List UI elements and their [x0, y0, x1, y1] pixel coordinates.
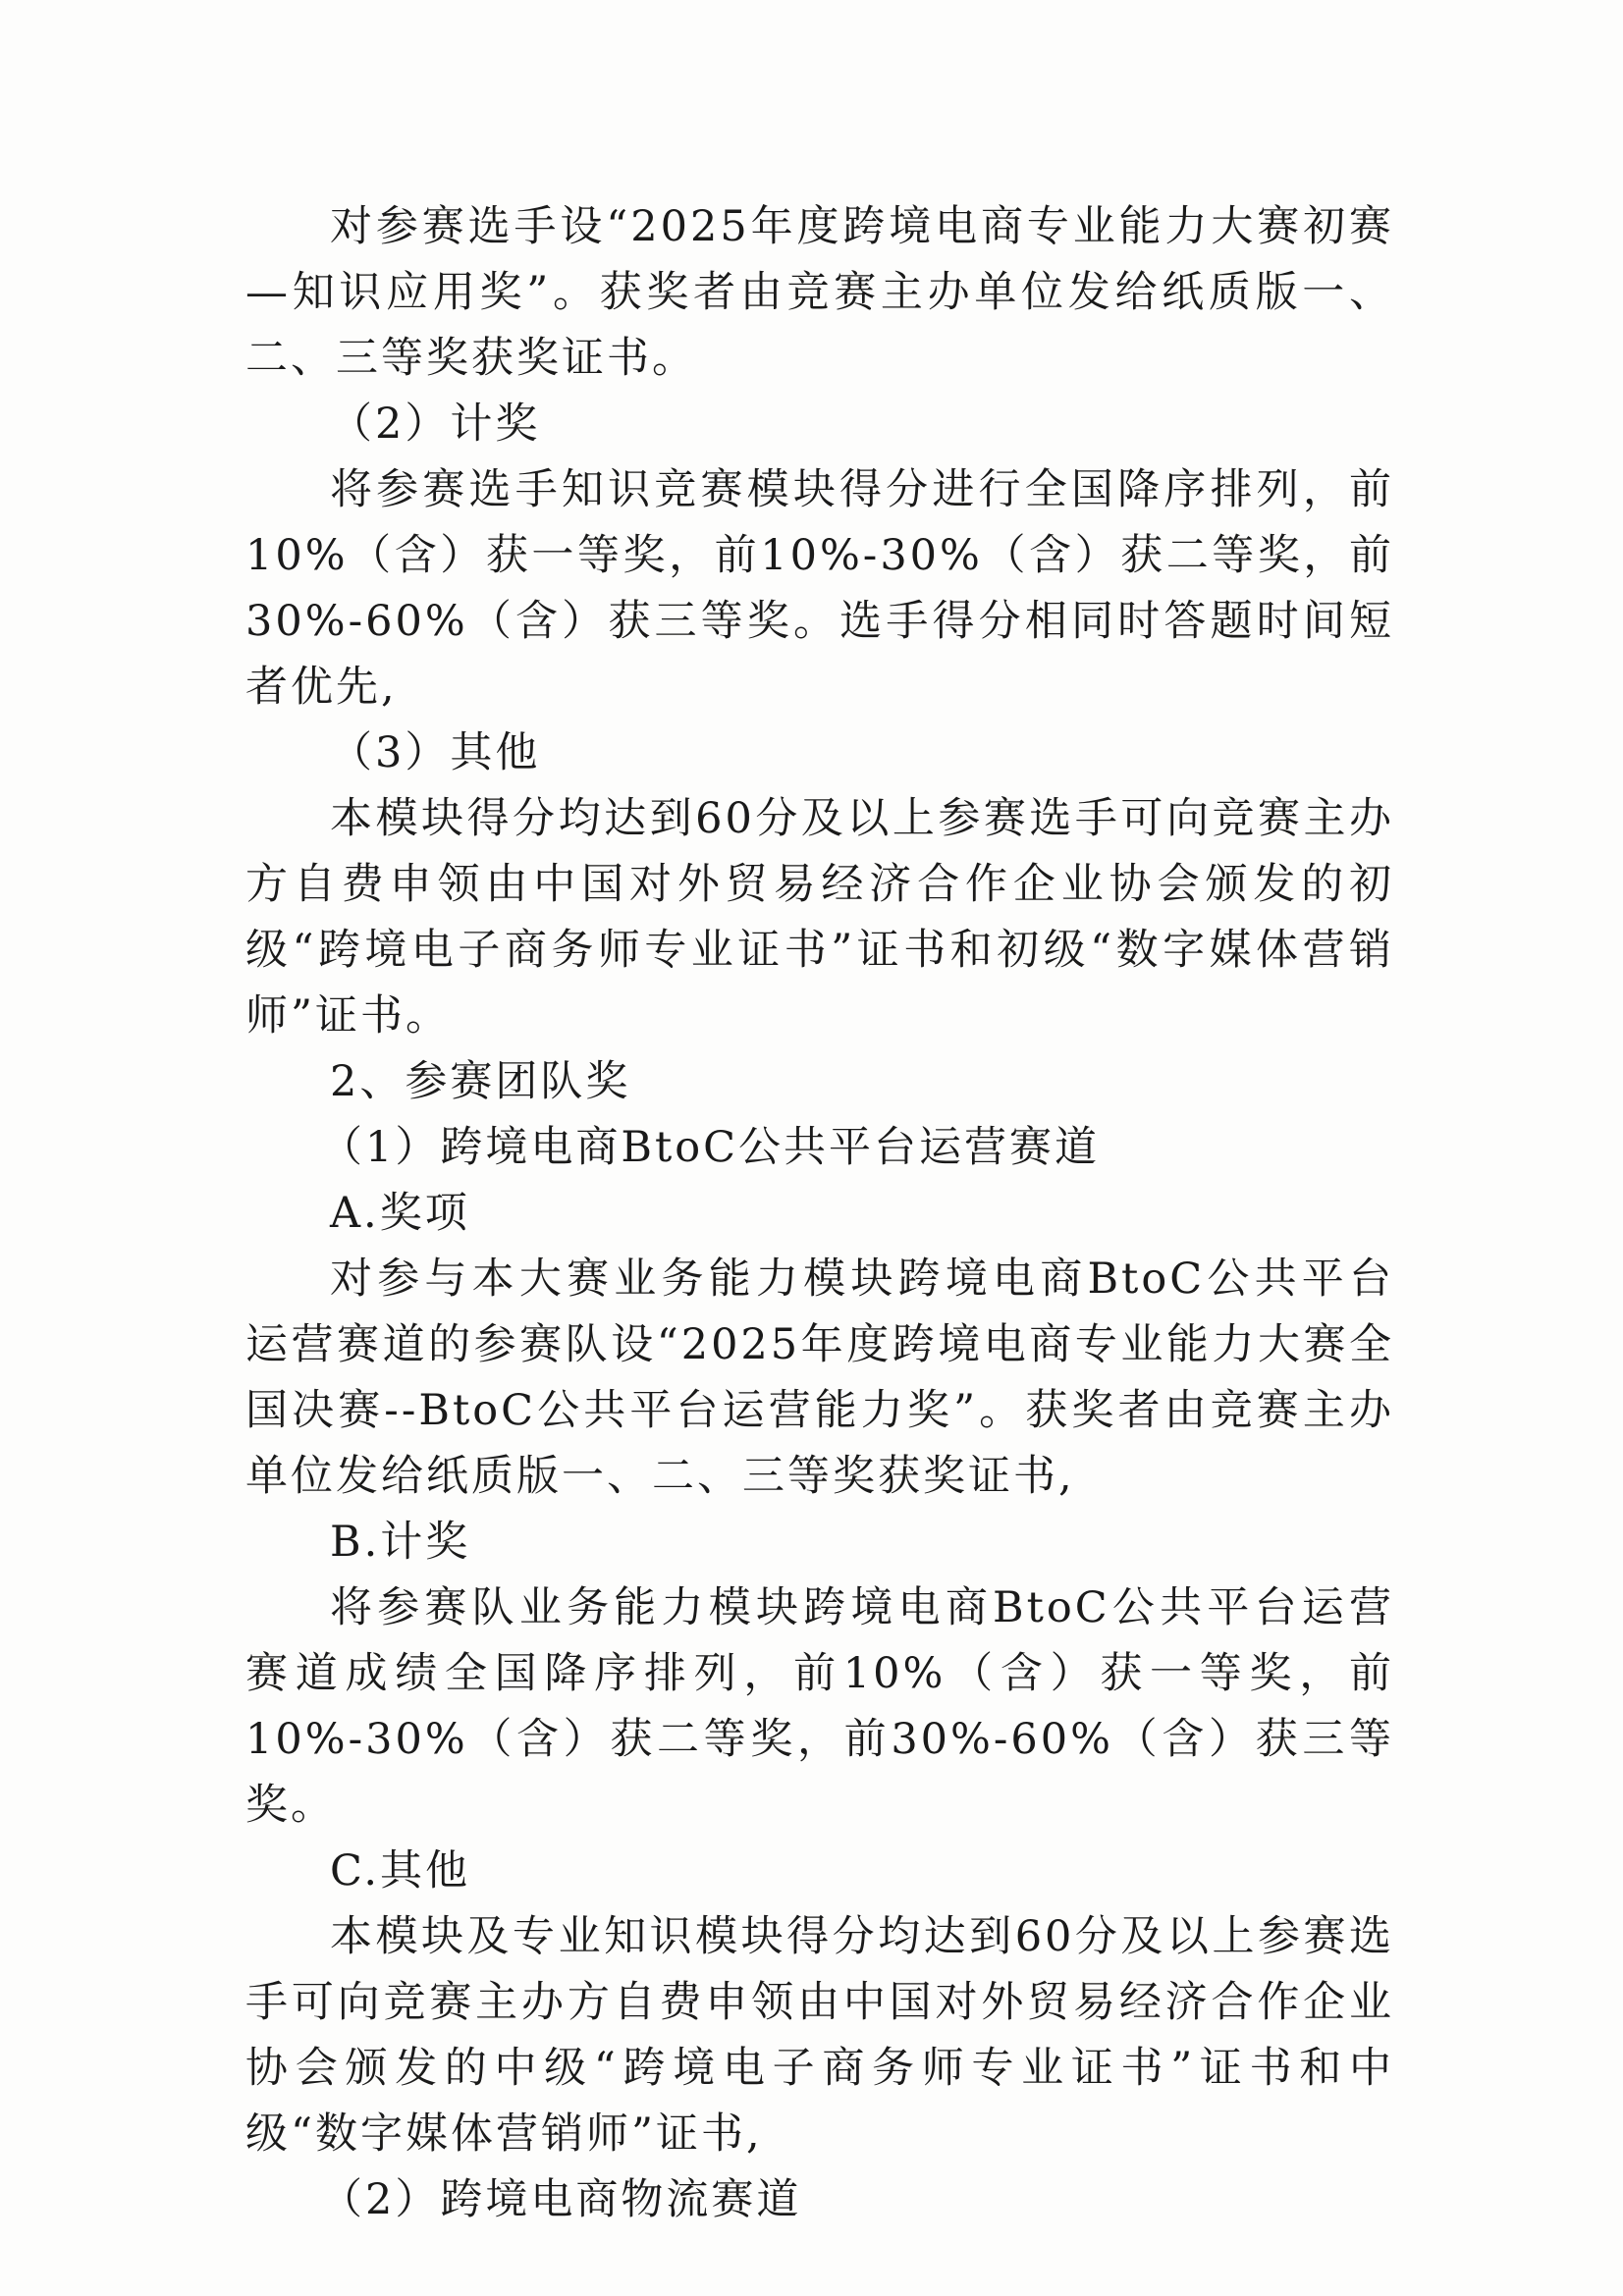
- paragraph-intermediate-certificate: 本模块及专业知识模块得分均达到60分及以上参赛选手可向竞赛主办方自费申领由中国对外贸易经济合作企业协会颁发的中级“跨境电子商务师专业证书”证书和中级“数字媒体营销师”证书,: [245, 1912, 1394, 2159]
- paragraph-btoc-scoring: 将参赛队业务能力模块跨境电商BtoC公共平台运营赛道成绩全国降序排列，前10%（含）获一等奖，前10%-30%（含）获二等奖，前30%-60%（含）获三等奖。: [245, 1583, 1394, 1830]
- paragraph-scoring-rules: 将参赛选手知识竞赛模块得分进行全国降序排列，前10%（含）获一等奖，前10%-30%（含）获二等奖，前30%-60%（含）获三等奖。选手得分相同时答题时间短者优先,: [245, 465, 1394, 712]
- paragraph-junior-certificate: 本模块得分均达到60分及以上参赛选手可向竞赛主办方自费申领由中国对外贸易经济合作企业协会颁发的初级“跨境电子商务师专业证书”证书和初级“数字媒体营销师”证书。: [245, 794, 1394, 1041]
- heading-b-scoring: B.计奖: [330, 1518, 471, 1567]
- heading-team-award: 2、参赛团队奖: [330, 1057, 631, 1106]
- document-body: [245, 194, 1394, 2233]
- paragraph-btoc-award: 对参与本大赛业务能力模块跨境电商BtoC公共平台运营赛道的参赛队设“2025年度跨境电商专业能力大赛全国决赛--BtoC公共平台运营能力奖”。获奖者由竞赛主办单位发给纸质版一、二、三等奖获奖证书,: [245, 1255, 1394, 1501]
- heading-other-3: （3）其他: [330, 728, 541, 777]
- heading-logistics-track: （2）跨境电商物流赛道: [320, 2175, 802, 2224]
- heading-a-award: A.奖项: [330, 1189, 470, 1238]
- heading-btoc-track: （1）跨境电商BtoC公共平台运营赛道: [320, 1123, 1101, 1172]
- heading-scoring-2: （2）计奖: [330, 400, 541, 449]
- paragraph-knowledge-award: 对参赛选手设“2025年度跨境电商专业能力大赛初赛—知识应用奖”。获奖者由竞赛主办单位发给纸质版一、二、三等奖获奖证书。: [245, 202, 1394, 383]
- heading-c-other: C.其他: [330, 1846, 471, 1896]
